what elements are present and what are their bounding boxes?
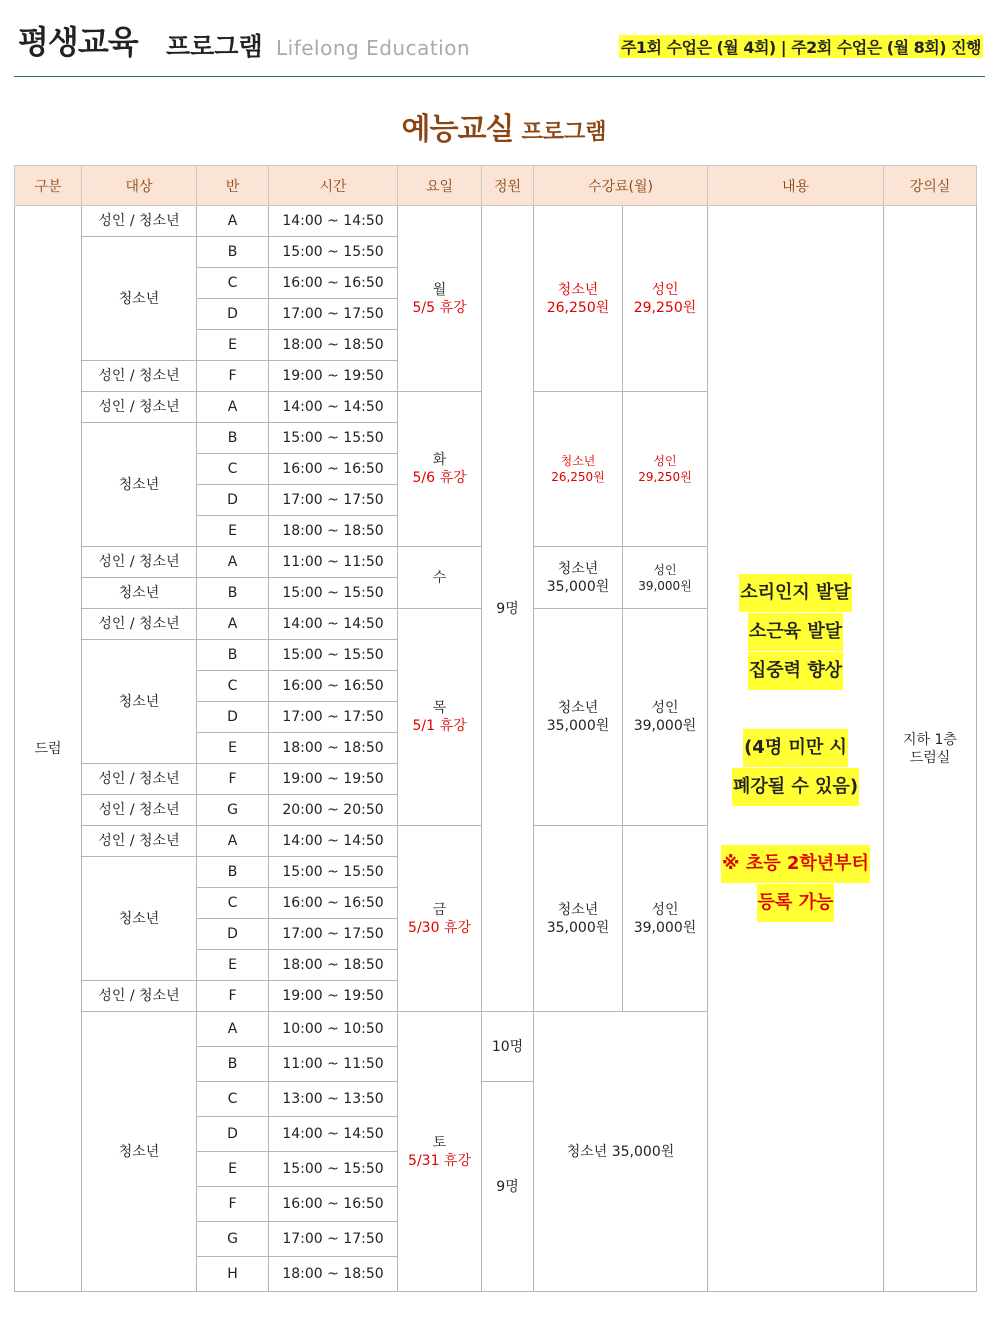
target-cell: 청소년 [82, 423, 197, 547]
fee-price: 35,000원 [546, 919, 610, 936]
class-cell: D [197, 919, 269, 950]
class-cell: D [197, 702, 269, 733]
time-cell: 15:00 ~ 15:50 [269, 1152, 398, 1187]
class-cell: B [197, 1047, 269, 1082]
target-cell: 성인 / 청소년 [82, 392, 197, 423]
time-cell: 18:00 ~ 18:50 [269, 733, 398, 764]
fee-price: 29,250원 [638, 470, 692, 484]
time-cell: 14:00 ~ 14:50 [269, 1117, 398, 1152]
room-line: 지하 1층 [903, 731, 957, 748]
time-cell: 14:00 ~ 14:50 [269, 826, 398, 857]
class-cell: D [197, 1117, 269, 1152]
fee-youth-cell [534, 826, 623, 1012]
fee-adult-cell [623, 547, 708, 609]
class-cell: B [197, 237, 269, 268]
class-cell: B [197, 578, 269, 609]
fee-price: 39,000원 [633, 919, 697, 936]
program-title-main: 예능교실 [401, 112, 514, 147]
fee-label: 청소년 [557, 281, 599, 298]
content-line: ※ 초등 2학년부터 [721, 845, 870, 883]
fee-youth-cell [534, 609, 623, 826]
time-cell: 19:00 ~ 19:50 [269, 361, 398, 392]
content-line: 소근육 발달 [748, 613, 843, 651]
class-cell: E [197, 733, 269, 764]
day-label: 화 [432, 452, 447, 468]
fee-label: 청소년 [560, 454, 596, 468]
content-line: 소리인지 발달 [739, 574, 852, 612]
fee-adult-cell [623, 206, 708, 392]
time-cell: 19:00 ~ 19:50 [269, 981, 398, 1012]
fee-label: 성인 [651, 700, 679, 716]
time-cell: 15:00 ~ 15:50 [269, 578, 398, 609]
time-cell: 13:00 ~ 13:50 [269, 1082, 398, 1117]
col-header: 요일 [398, 166, 482, 206]
table-header-row [15, 166, 977, 206]
time-cell: 18:00 ~ 18:50 [269, 1257, 398, 1292]
col-header: 반 [197, 166, 269, 206]
holiday-label: 5/5 휴강 [412, 299, 467, 316]
holiday-label: 5/6 휴강 [412, 470, 467, 486]
time-cell: 15:00 ~ 15:50 [269, 237, 398, 268]
time-cell: 18:00 ~ 18:50 [269, 950, 398, 981]
category-cell: 드럼 [15, 206, 82, 1292]
time-cell: 17:00 ~ 17:50 [269, 919, 398, 950]
class-cell: H [197, 1257, 269, 1292]
time-cell: 15:00 ~ 15:50 [269, 857, 398, 888]
day-label: 목 [432, 700, 447, 716]
capacity-cell: 10명 [482, 1012, 534, 1082]
col-header: 구분 [15, 166, 82, 206]
time-cell: 16:00 ~ 16:50 [269, 268, 398, 299]
col-header: 대상 [82, 166, 197, 206]
time-cell: 14:00 ~ 14:50 [269, 392, 398, 423]
class-cell: E [197, 516, 269, 547]
day-cell-tue [398, 392, 482, 547]
day-cell-wed: 수 [398, 547, 482, 609]
fee-price: 26,250원 [551, 470, 605, 484]
fee-youth-cell [534, 206, 623, 392]
class-cell: F [197, 764, 269, 795]
fee-youth-cell [534, 547, 623, 609]
content-line: 집중력 향상 [748, 652, 843, 690]
session-note: 주1회 수업은 (월 4회) | 주2회 수업은 (월 8회) 진행 [619, 35, 983, 58]
time-cell: 18:00 ~ 18:50 [269, 516, 398, 547]
target-cell: 청소년 [82, 640, 197, 764]
fee-label: 성인 [653, 562, 677, 577]
class-cell: D [197, 485, 269, 516]
fee-price: 39,000원 [633, 718, 697, 734]
target-cell: 청소년 [82, 857, 197, 981]
room-line: 드럼실 [909, 749, 951, 766]
day-label: 월 [432, 281, 447, 298]
fee-adult-cell [623, 826, 708, 1012]
fee-adult-cell [623, 392, 708, 547]
class-cell: F [197, 361, 269, 392]
table-row [15, 206, 977, 237]
time-cell: 17:00 ~ 17:50 [269, 1222, 398, 1257]
fee-label: 성인 [651, 281, 679, 298]
class-cell: A [197, 547, 269, 578]
class-cell: F [197, 1187, 269, 1222]
time-cell: 15:00 ~ 15:50 [269, 423, 398, 454]
header-title-main: 평생교육 [18, 23, 138, 61]
target-cell: 성인 / 청소년 [82, 795, 197, 826]
col-header: 내용 [708, 166, 884, 206]
time-cell: 15:00 ~ 15:50 [269, 640, 398, 671]
col-header: 정원 [482, 166, 534, 206]
class-cell: A [197, 609, 269, 640]
fee-label: 청소년 [557, 560, 599, 577]
fee-price: 26,250원 [546, 299, 610, 316]
fee-price: 35,000원 [546, 718, 610, 734]
class-cell: E [197, 330, 269, 361]
class-cell: C [197, 888, 269, 919]
class-cell: A [197, 206, 269, 237]
day-cell-mon [398, 206, 482, 392]
time-cell: 18:00 ~ 18:50 [269, 330, 398, 361]
time-cell: 11:00 ~ 11:50 [269, 547, 398, 578]
fee-label: 성인 [651, 901, 679, 918]
content-line: 등록 가능 [757, 884, 835, 922]
holiday-label: 5/30 휴강 [408, 919, 471, 936]
room-cell [884, 206, 977, 1292]
fee-label: 청소년 [557, 901, 599, 918]
holiday-label: 5/31 휴강 [408, 1152, 471, 1169]
schedule-table [14, 165, 977, 1292]
class-cell: B [197, 423, 269, 454]
class-cell: D [197, 299, 269, 330]
header-title-en: Lifelong Education [276, 36, 471, 60]
target-cell: 성인 / 청소년 [82, 361, 197, 392]
day-label: 토 [432, 1134, 447, 1151]
target-cell: 성인 / 청소년 [82, 981, 197, 1012]
class-cell: C [197, 454, 269, 485]
content-cell [708, 206, 884, 1292]
class-cell: B [197, 857, 269, 888]
class-cell: F [197, 981, 269, 1012]
class-cell: C [197, 1082, 269, 1117]
target-cell: 성인 / 청소년 [82, 609, 197, 640]
time-cell: 17:00 ~ 17:50 [269, 702, 398, 733]
fee-adult-cell [623, 609, 708, 826]
day-label: 금 [432, 901, 447, 918]
time-cell: 10:00 ~ 10:50 [269, 1012, 398, 1047]
time-cell: 17:00 ~ 17:50 [269, 485, 398, 516]
class-cell: C [197, 671, 269, 702]
header-title-sub: 프로그램 [166, 32, 263, 61]
fee-label: 청소년 [557, 700, 599, 716]
target-cell: 청소년 [82, 237, 197, 361]
program-title-sub: 프로그램 [521, 120, 607, 145]
time-cell: 19:00 ~ 19:50 [269, 764, 398, 795]
target-cell: 성인 / 청소년 [82, 826, 197, 857]
day-cell-thu [398, 609, 482, 826]
class-cell: G [197, 1222, 269, 1257]
col-header: 수강료(월) [534, 166, 708, 206]
fee-price: 35,000원 [546, 578, 610, 595]
capacity-cell: 9명 [482, 1082, 534, 1292]
class-cell: A [197, 392, 269, 423]
class-cell: B [197, 640, 269, 671]
time-cell: 11:00 ~ 11:50 [269, 1047, 398, 1082]
time-cell: 20:00 ~ 20:50 [269, 795, 398, 826]
class-cell: E [197, 1152, 269, 1187]
holiday-label: 5/1 휴강 [412, 718, 467, 734]
fee-price: 39,000원 [638, 578, 692, 593]
time-cell: 16:00 ~ 16:50 [269, 671, 398, 702]
col-header: 시간 [269, 166, 398, 206]
fee-price: 29,250원 [633, 299, 697, 316]
class-cell: G [197, 795, 269, 826]
class-cell: C [197, 268, 269, 299]
class-cell: A [197, 1012, 269, 1047]
program-title [0, 104, 1008, 148]
capacity-cell: 9명 [482, 206, 534, 1012]
class-cell: E [197, 950, 269, 981]
class-cell: A [197, 826, 269, 857]
target-cell: 성인 / 청소년 [82, 764, 197, 795]
fee-youth-cell [534, 392, 623, 547]
col-header: 강의실 [884, 166, 977, 206]
day-cell-fri [398, 826, 482, 1012]
time-cell: 16:00 ~ 16:50 [269, 454, 398, 485]
target-cell: 성인 / 청소년 [82, 547, 197, 578]
content-line: (4명 미만 시 [743, 729, 848, 767]
time-cell: 16:00 ~ 16:50 [269, 1187, 398, 1222]
page-header [14, 0, 985, 77]
fee-label: 성인 [653, 454, 677, 468]
fee-cell-sat: 청소년 35,000원 [534, 1012, 708, 1292]
content-line: 폐강될 수 있음) [732, 768, 859, 806]
target-cell: 청소년 [82, 578, 197, 609]
time-cell: 16:00 ~ 16:50 [269, 888, 398, 919]
target-cell: 청소년 [82, 1012, 197, 1292]
time-cell: 17:00 ~ 17:50 [269, 299, 398, 330]
time-cell: 14:00 ~ 14:50 [269, 206, 398, 237]
day-cell-sat [398, 1012, 482, 1292]
target-cell: 성인 / 청소년 [82, 206, 197, 237]
time-cell: 14:00 ~ 14:50 [269, 609, 398, 640]
